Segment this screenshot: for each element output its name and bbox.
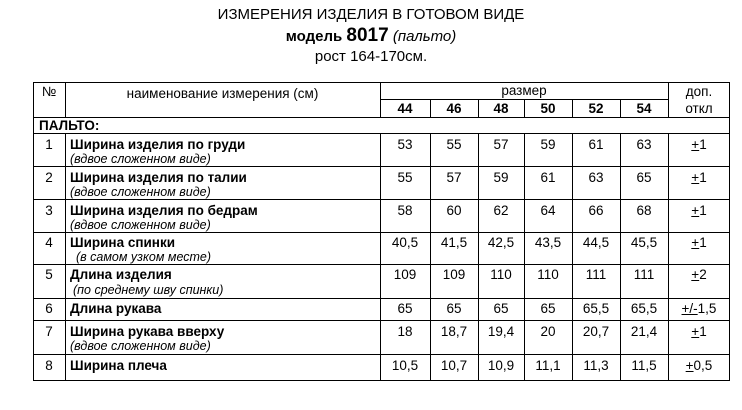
header-tolerance-1: доп. [685,84,713,99]
measurement-note: (в самом узком месте) [76,250,212,264]
value-cell: 59 [540,137,556,152]
value-cell: 60 [446,203,462,218]
measurement-note: (по среднему шву спинки) [73,283,224,297]
measurement-note: (вдвое сложенном виде) [70,185,211,199]
size-header: 44 [397,101,413,116]
value-cell: 63 [636,137,652,152]
tolerance-cell [668,137,730,152]
value-cell: 66 [588,203,604,218]
tolerance-sign: + [691,324,700,339]
value-cell: 57 [493,137,509,152]
value-cell: 20 [540,324,556,339]
value-cell: 68 [636,203,652,218]
value-cell: 45,5 [630,235,658,250]
value-cell: 11,5 [631,358,657,373]
size-header: 54 [636,101,652,116]
measurement-name: Ширина спинки [70,235,175,250]
value-cell: 57 [446,170,462,185]
value-cell: 109 [393,267,417,282]
tolerance-cell [668,235,730,250]
value-cell: 65 [446,301,462,316]
tolerance-value: 1 [699,235,707,250]
value-cell: 42,5 [487,235,515,250]
document-title: ИЗМЕРЕНИЯ ИЗДЕЛИЯ В ГОТОВОМ ВИДЕ [217,6,525,23]
value-cell: 18 [397,324,413,339]
value-cell: 65 [397,301,413,316]
row-number: 7 [45,324,53,339]
value-cell: 53 [397,137,413,152]
value-cell: 44,5 [582,235,610,250]
value-cell: 10,7 [440,358,468,373]
header-tolerance-2: откл [685,101,713,116]
value-cell: 59 [493,170,509,185]
value-cell: 65,5 [630,301,658,316]
tolerance-sign: +/- [681,301,698,316]
tolerance-sign: + [691,203,700,218]
tolerance-value: 1 [699,324,707,339]
value-cell: 61 [588,137,604,152]
tolerance-cell [668,324,730,339]
size-header: 46 [446,101,462,116]
measurement-name: Ширина изделия по груди [70,137,246,152]
size-header: 52 [588,101,604,116]
row-number: 5 [45,267,53,282]
value-cell: 11,1 [535,358,561,373]
row-number: 3 [45,203,53,218]
tolerance-cell [668,301,730,316]
value-cell: 109 [442,267,466,282]
value-cell: 58 [397,203,413,218]
tolerance-value: 1 [699,203,707,218]
section-label: ПАЛЬТО: [39,118,100,133]
value-cell: 63 [588,170,604,185]
value-cell: 65 [636,170,652,185]
model-label: модель [285,28,343,45]
measurement-name: Ширина изделия по талии [70,170,247,185]
height-range: рост 164-170см. [314,48,428,65]
tolerance-sign: + [685,358,694,373]
value-cell: 65 [493,301,509,316]
tolerance-value: 0,5 [693,358,713,373]
tolerance-value: 1 [699,137,707,152]
tolerance-sign: + [691,137,700,152]
tolerance-sign: + [691,267,700,282]
measurement-name: Ширина плеча [70,358,167,373]
value-cell: 65 [540,301,556,316]
value-cell: 43,5 [534,235,562,250]
tolerance-value: 1 [699,170,707,185]
value-cell: 55 [446,137,462,152]
measurement-name: Длина рукава [70,301,162,316]
value-cell: 41,5 [440,235,468,250]
row-number: 4 [45,235,53,250]
value-cell: 64 [540,203,556,218]
value-cell: 18,7 [440,324,468,339]
row-number: 2 [45,170,53,185]
model-type: (пальто) [392,28,457,45]
measurement-name: Длина изделия [70,267,172,282]
tolerance-sign: + [691,235,700,250]
tolerance-cell [668,267,730,282]
value-cell: 55 [397,170,413,185]
size-header: 48 [493,101,509,116]
value-cell: 21,4 [630,324,658,339]
measurement-note: (вдвое сложенном виде) [70,339,211,353]
header-size: размер [501,83,547,98]
header-measurement-name: наименование измерения (см) [126,86,319,101]
size-header: 50 [540,101,556,116]
row-number: 6 [45,301,53,316]
value-cell: 20,7 [582,324,610,339]
value-cell: 65,5 [582,301,610,316]
tolerance-cell [668,170,730,185]
tolerance-value: 1,5 [697,301,717,316]
measurement-note: (вдвое сложенном виде) [70,218,211,232]
value-cell: 111 [633,267,655,282]
measurement-name: Ширина изделия по бедрам [70,203,258,218]
value-cell: 110 [490,267,512,282]
header-number: № [41,84,57,99]
tolerance-cell [668,203,730,218]
row-number: 8 [45,358,53,373]
tolerance-value: 2 [699,267,707,282]
value-cell: 40,5 [391,235,419,250]
measurement-note: (вдвое сложенном виде) [70,152,211,166]
row-number: 1 [45,137,53,152]
value-cell: 10,9 [487,358,515,373]
value-cell: 11,3 [583,358,609,373]
value-cell: 62 [493,203,509,218]
tolerance-cell [668,358,730,373]
value-cell: 61 [540,170,556,185]
tolerance-sign: + [691,170,700,185]
value-cell: 10,5 [391,358,419,373]
value-cell: 110 [537,267,559,282]
model-number: 8017 [346,25,389,46]
value-cell: 111 [585,267,607,282]
value-cell: 19,4 [487,324,515,339]
measurement-name: Ширина рукава вверху [70,324,225,339]
